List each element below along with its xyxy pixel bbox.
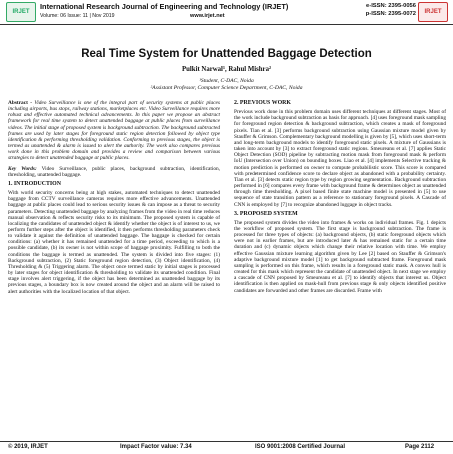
journal-website[interactable]: www.irjet.net bbox=[190, 13, 225, 19]
affiliation-2: ²Assistant Professor, Computer Science Department, C-DAC, Noida bbox=[150, 85, 303, 91]
keywords-label: Key Words: bbox=[8, 165, 37, 172]
issn-block bbox=[358, 2, 416, 18]
section-heading-proposed-system: 3. PROPOSED SYSTEM bbox=[234, 210, 298, 217]
introduction-text: With world security concerns being at high stakes, automated techniques to detect unattended baggage from CCTV surveillance cameras requires more effective advancements. Unattended baggage at public places could lead to serious security issues & can impose as a threat to security parameters. Detecting unattended baggage by analyzing frames from the video in real time reduces manual observation & reflects security risks to its minimum. The proposed system is capable of localizing the candidates of unattended object & identify whether the object is of interest to us, we perform further steps after the object is identified, it then performs thresholding parameters check to validate it against the definition of unattended baggage. The baggage is checked for certain conditions: (a) whether it has remained unattended for a time period, exceeding to which is a possible candidate, (b) its owner is not within scope of baggage proximity. Fulfilling to both the conditions the baggage is termed as unattended. The system is divided into five stages: (1) Background subtraction, (2) Static foreground region detection, (3) Object identification, (4) Thresholding & (5) Triggering alarm. The object once termed static by initial stages is processed by later stages for object identification & thresholding to validate its unattended condition. Final stage involves alert triggering, if the object has been determined as unattended baggage by its previous stages, a boundary box is now created around the object and an alarm will be raised to alert authorities with the localized location of that object. bbox=[8, 190, 220, 295]
right-column bbox=[234, 100, 446, 296]
journal-logo: IRJET bbox=[6, 2, 36, 22]
paper-title: Real Time System for Unattended Baggage Detection bbox=[81, 48, 372, 60]
section-heading-introduction: 1. INTRODUCTION bbox=[8, 180, 62, 187]
section-heading-previous-work: 2. PREVIOUS WORK bbox=[234, 100, 292, 106]
left-column bbox=[8, 100, 220, 297]
e-issn: e-ISSN: 2395-0056 bbox=[366, 3, 416, 9]
abstract-label: Abstract - bbox=[8, 100, 33, 106]
p-issn: p-ISSN: 2395-0072 bbox=[365, 11, 416, 17]
page-number: Page 2112 bbox=[405, 444, 435, 450]
impact-factor: Impact Factor value: 7.34 bbox=[120, 444, 192, 450]
copyright: © 2019, IRJET bbox=[8, 444, 48, 450]
previous-work-text: Previous work done in this problem domain uses different techniques at different stages. Most of the work include background subtraction as basis for approach. [4] uses foreground mask sampling for foreground region detection & background subtraction, which creates a mask of foreground pixels. Tian et al. [3] performs background subtraction using Gaussian mixture model given by Stauffer & Grimson. Complementary background modelling is given by [5], which uses short-term and long-term background models to identify foreground static pixels. A mixture of Gaussians is taken into account by [3] to extract foreground static regions. Smeureanu et al. [7] applies Static Object Detection (SOD) pipeline by subtracting motion mask from foreground mask & perform IoU (Intersection over Union) on bounding boxes. Liao et al. [4] implements Selective tracking & motion prediction is performed on owner to compute probabilistic score. This score is compared with predetermined confidence score to declare object as abandoned with a probability certainty. Tian et al. [3] detects static region type by region growing segmentation. Background subtraction performed in [6] compares every frame with background frame & determines object as unattended through time thresholding. A pixel based finite state machine model is presented in [5] to use sequence of state transition pattern as a reference to stationary foreground pixels. A Cascade of CNN is employed by [7] to recognize abandoned luggage in object tracks. bbox=[234, 109, 446, 208]
page-footer bbox=[0, 441, 453, 454]
proposed-system-text: The proposed system divides the video into frames & works on individual frames. Fig. 1 depicts the workflow of proposed system. The first stage is background subtraction. The frame is processed for three types of objects: (a) background objects, (b) static foreground objects which were not in earlier frames, but are introduced later & has remained static for a certain time duration and (c) dynamic objects which change their relative location with time. We employ effective Gaussian mixture learning algorithm given by Lee [2] based on Stauffer & Grimson's adaptive background mixture model [1] to get background subtracted frame. Foreground mask sampling is performed on this frame, which results in a foreground static mask. A convex hull is created for this mask which represent the candidate of unattended object. In next stage we employ a cascade of CNN proposed by Smeureanu et al. [7] to identify objects that interest us. Object identification is then applied on mask-hull from previous stage & only objects identified positive candidates are forwarded and other frames are discarded. Frame with bbox=[234, 219, 446, 294]
keywords-text: Video Surveillance, public places, background subtraction, identification, thresholding, unattended baggage. bbox=[8, 165, 220, 178]
authors: Pulkit Narwal¹, Rahul Mishra² bbox=[181, 66, 272, 73]
affiliation-1: ¹Student, C-DAC, Noida bbox=[199, 78, 254, 84]
journal-logo-right: IRJET bbox=[418, 2, 448, 22]
iso-certification: ISO 9001:2008 Certified Journal bbox=[255, 444, 346, 450]
keywords bbox=[8, 166, 220, 178]
abstract-text: Video Surveillance is one of the integral part of security systems at public places including airports, bus stops, railway stations, marketplaces etc. Video Surveillance requires more robust and effective automated technical advancements. In this paper we propose an abstract framework for real time system to detect unattended baggage at public places from surveillance videos. The initial stage of proposed system is background subtraction. The background subtracted frames are used by later stages for foreground static region detection followed by object type identification & performing thresholding validation. Conforming to previous stages, the object is termed as unattended & alarm is issued to alert the authority. The work also compares previous work done in this problem domain and provides a review and comparison between various strategies to detect unattended baggage at public places. bbox=[8, 100, 220, 162]
journal-header bbox=[0, 0, 453, 25]
abstract bbox=[8, 100, 220, 162]
journal-title: International Research Journal of Engineering and Technology (IRJET) bbox=[40, 2, 289, 11]
volume-issue: Volume: 06 Issue: 11 | Nov 2019 bbox=[40, 13, 115, 19]
